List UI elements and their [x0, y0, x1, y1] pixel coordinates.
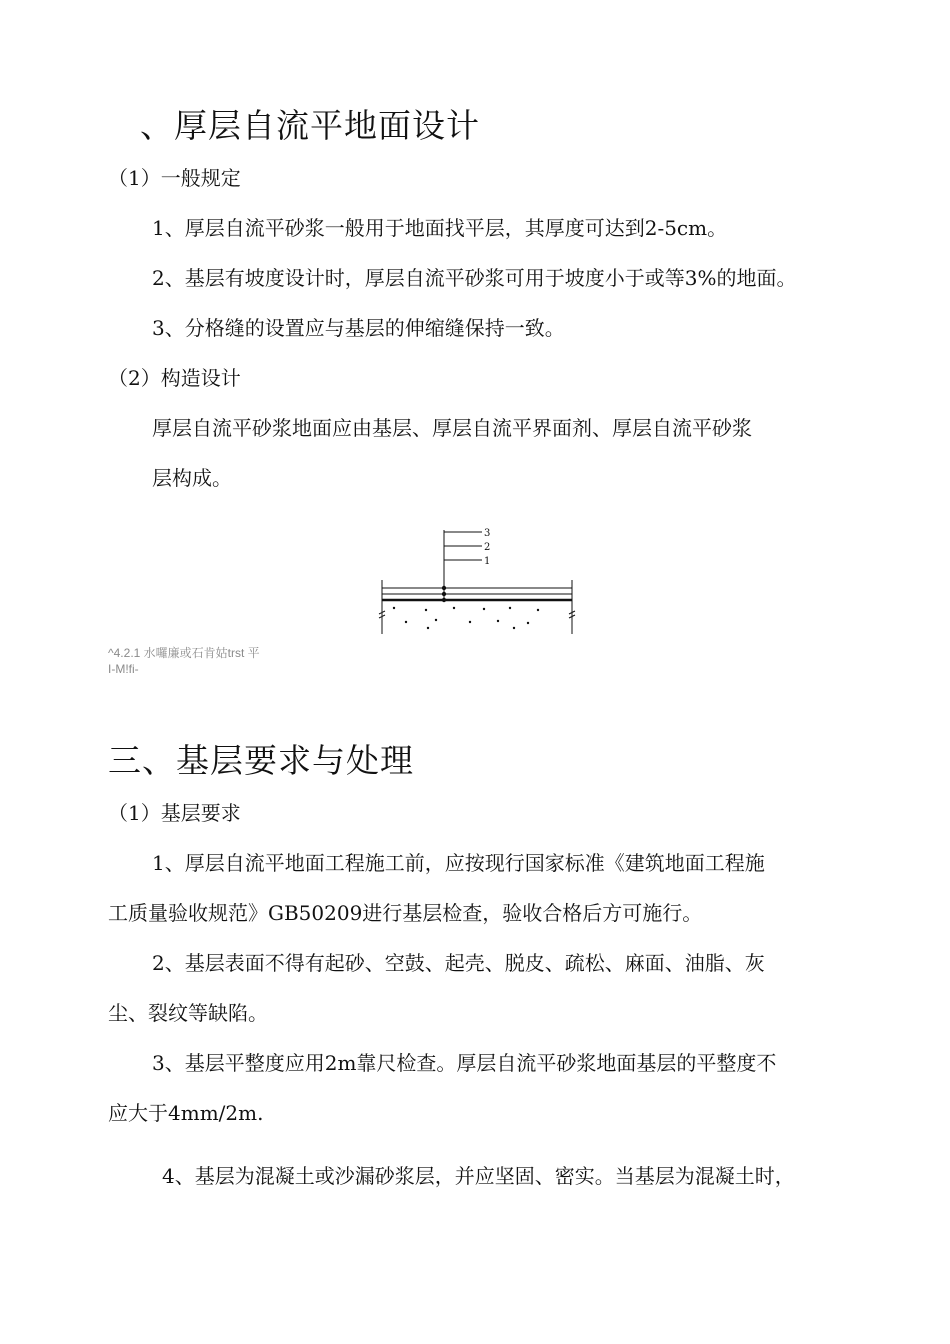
paragraph: 1、厚层自流平地面工程施工前，应按现行国家标准《建筑地面工程施 [152, 851, 765, 875]
diagram-label: 3 [484, 528, 491, 539]
section-3-title: 三、基层要求与处理 [108, 741, 414, 780]
paragraph: 4、基层为混凝土或沙漏砂浆层，并应坚固、密实。当基层为混凝土时， [162, 1164, 795, 1188]
paragraph: 应大于4mm/2m. [108, 1101, 264, 1125]
figure-caption: ^4.2.1 水囉廉或石肯姑trst 平 [108, 646, 260, 660]
paragraph: 厚层自流平砂浆地面应由基层、厚层自流平界面剂、厚层自流平砂浆 [152, 416, 752, 440]
figure-caption: I-M!fi- [108, 662, 139, 676]
paragraph: 3、基层平整度应用2m靠尺检查。厚层自流平砂浆地面基层的平整度不 [152, 1051, 777, 1075]
section-2-title: 、厚层自流平地面设计 [140, 106, 480, 145]
subheading-structure-design: （2）构造设计 [108, 366, 241, 390]
paragraph: 工质量验收规范》GB50209进行基层检查，验收合格后方可施行。 [108, 901, 703, 925]
floor-structure-diagram [378, 522, 578, 642]
subheading-base-requirements: （1）基层要求 [108, 801, 241, 825]
subheading-general-rules: （1）一般规定 [108, 166, 241, 190]
paragraph: 尘、裂纹等缺陷。 [108, 1001, 268, 1025]
paragraph: 层构成。 [152, 466, 232, 490]
paragraph: 1、厚层自流平砂浆一般用于地面找平层，其厚度可达到2-5cm。 [152, 216, 728, 240]
paragraph: 3、分格缝的设置应与基层的伸缩缝保持一致。 [152, 316, 565, 340]
diagram-label: 1 [484, 556, 491, 567]
paragraph: 2、基层有坡度设计时，厚层自流平砂浆可用于坡度小于或等3%的地面。 [152, 266, 797, 290]
diagram-label: 2 [484, 542, 491, 553]
paragraph: 2、基层表面不得有起砂、空鼓、起壳、脱皮、疏松、麻面、油脂、灰 [152, 951, 765, 975]
